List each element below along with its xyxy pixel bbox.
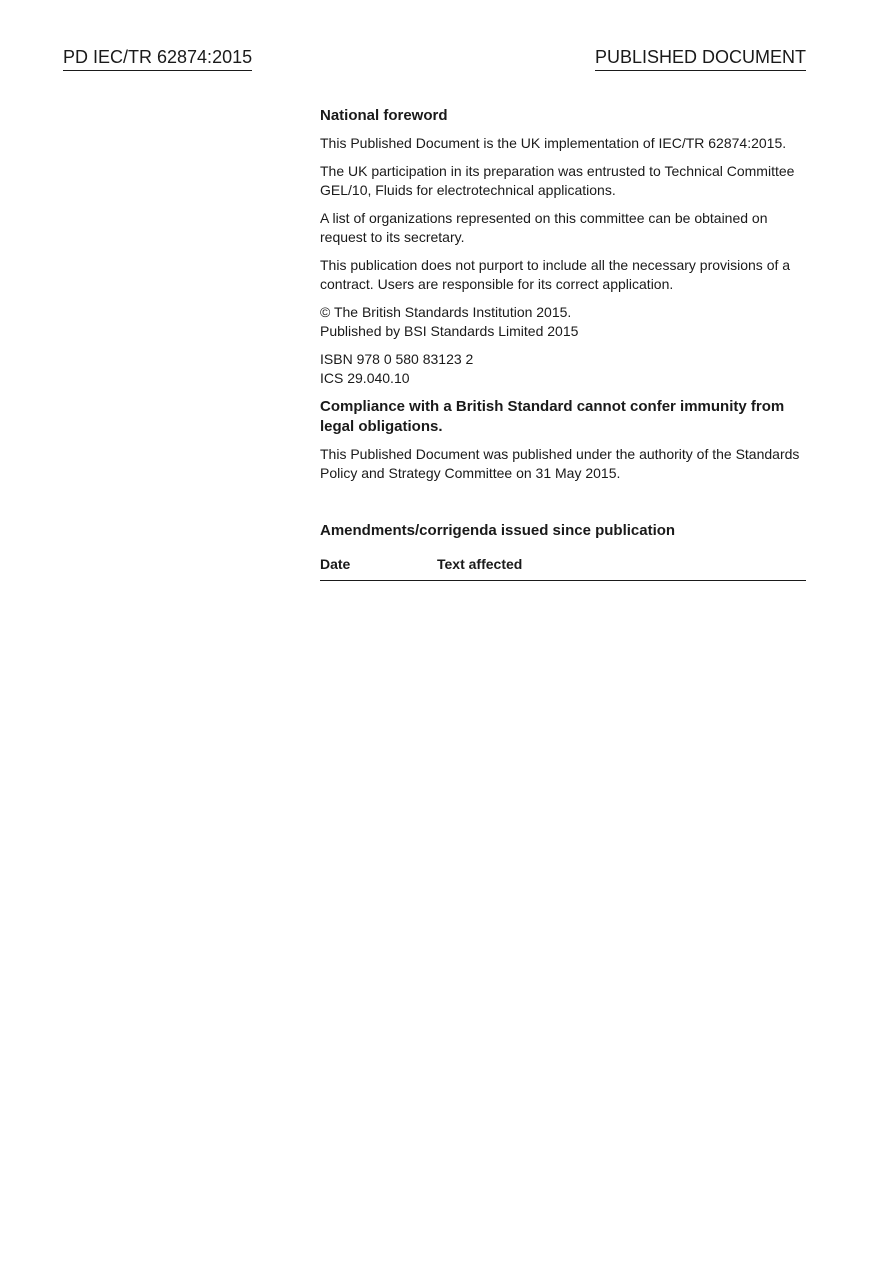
- foreword-paragraph-organizations: A list of organizations represented on this committee can be obtained on request to its secretary.: [320, 209, 768, 245]
- column-header-date: Date: [320, 555, 351, 572]
- identifier-block: [320, 350, 806, 389]
- amendments-table-header: [320, 555, 806, 581]
- publisher-line: Published by BSI Standards Limited 2015: [320, 323, 579, 339]
- amendments-heading: Amendments/corrigenda issued since publication: [320, 521, 676, 539]
- foreword-heading: National foreword: [320, 107, 448, 124]
- document-code: PD IEC/TR 62874:2015: [63, 46, 252, 71]
- isbn: ISBN 978 0 580 83123 2: [320, 350, 474, 367]
- compliance-statement: Compliance with a British Standard cannot confer immunity from legal obligations.: [320, 397, 785, 435]
- column-header-text-affected: Text affected: [437, 555, 523, 572]
- copyright-block: [320, 303, 806, 342]
- foreword-paragraph-implementation: This Published Document is the UK implementation of IEC/TR 62874:2015.: [320, 135, 787, 151]
- national-foreword: [320, 106, 806, 581]
- document-type: PUBLISHED DOCUMENT: [595, 46, 806, 71]
- ics: ICS 29.040.10: [320, 370, 410, 386]
- copyright-line: © The British Standards Institution 2015.: [320, 303, 572, 320]
- foreword-paragraph-provisions: This publication does not purport to include all the necessary provisions of a contract. Users are responsible for its correct application.: [320, 256, 791, 292]
- foreword-paragraph-participation: The UK participation in its preparation was entrusted to Technical Committee GEL/10, Fluids for electrotechnical applications.: [320, 162, 795, 198]
- authority-statement: This Published Document was published under the authority of the Standards Policy and Strategy Committee on 31 May 2015.: [320, 445, 800, 481]
